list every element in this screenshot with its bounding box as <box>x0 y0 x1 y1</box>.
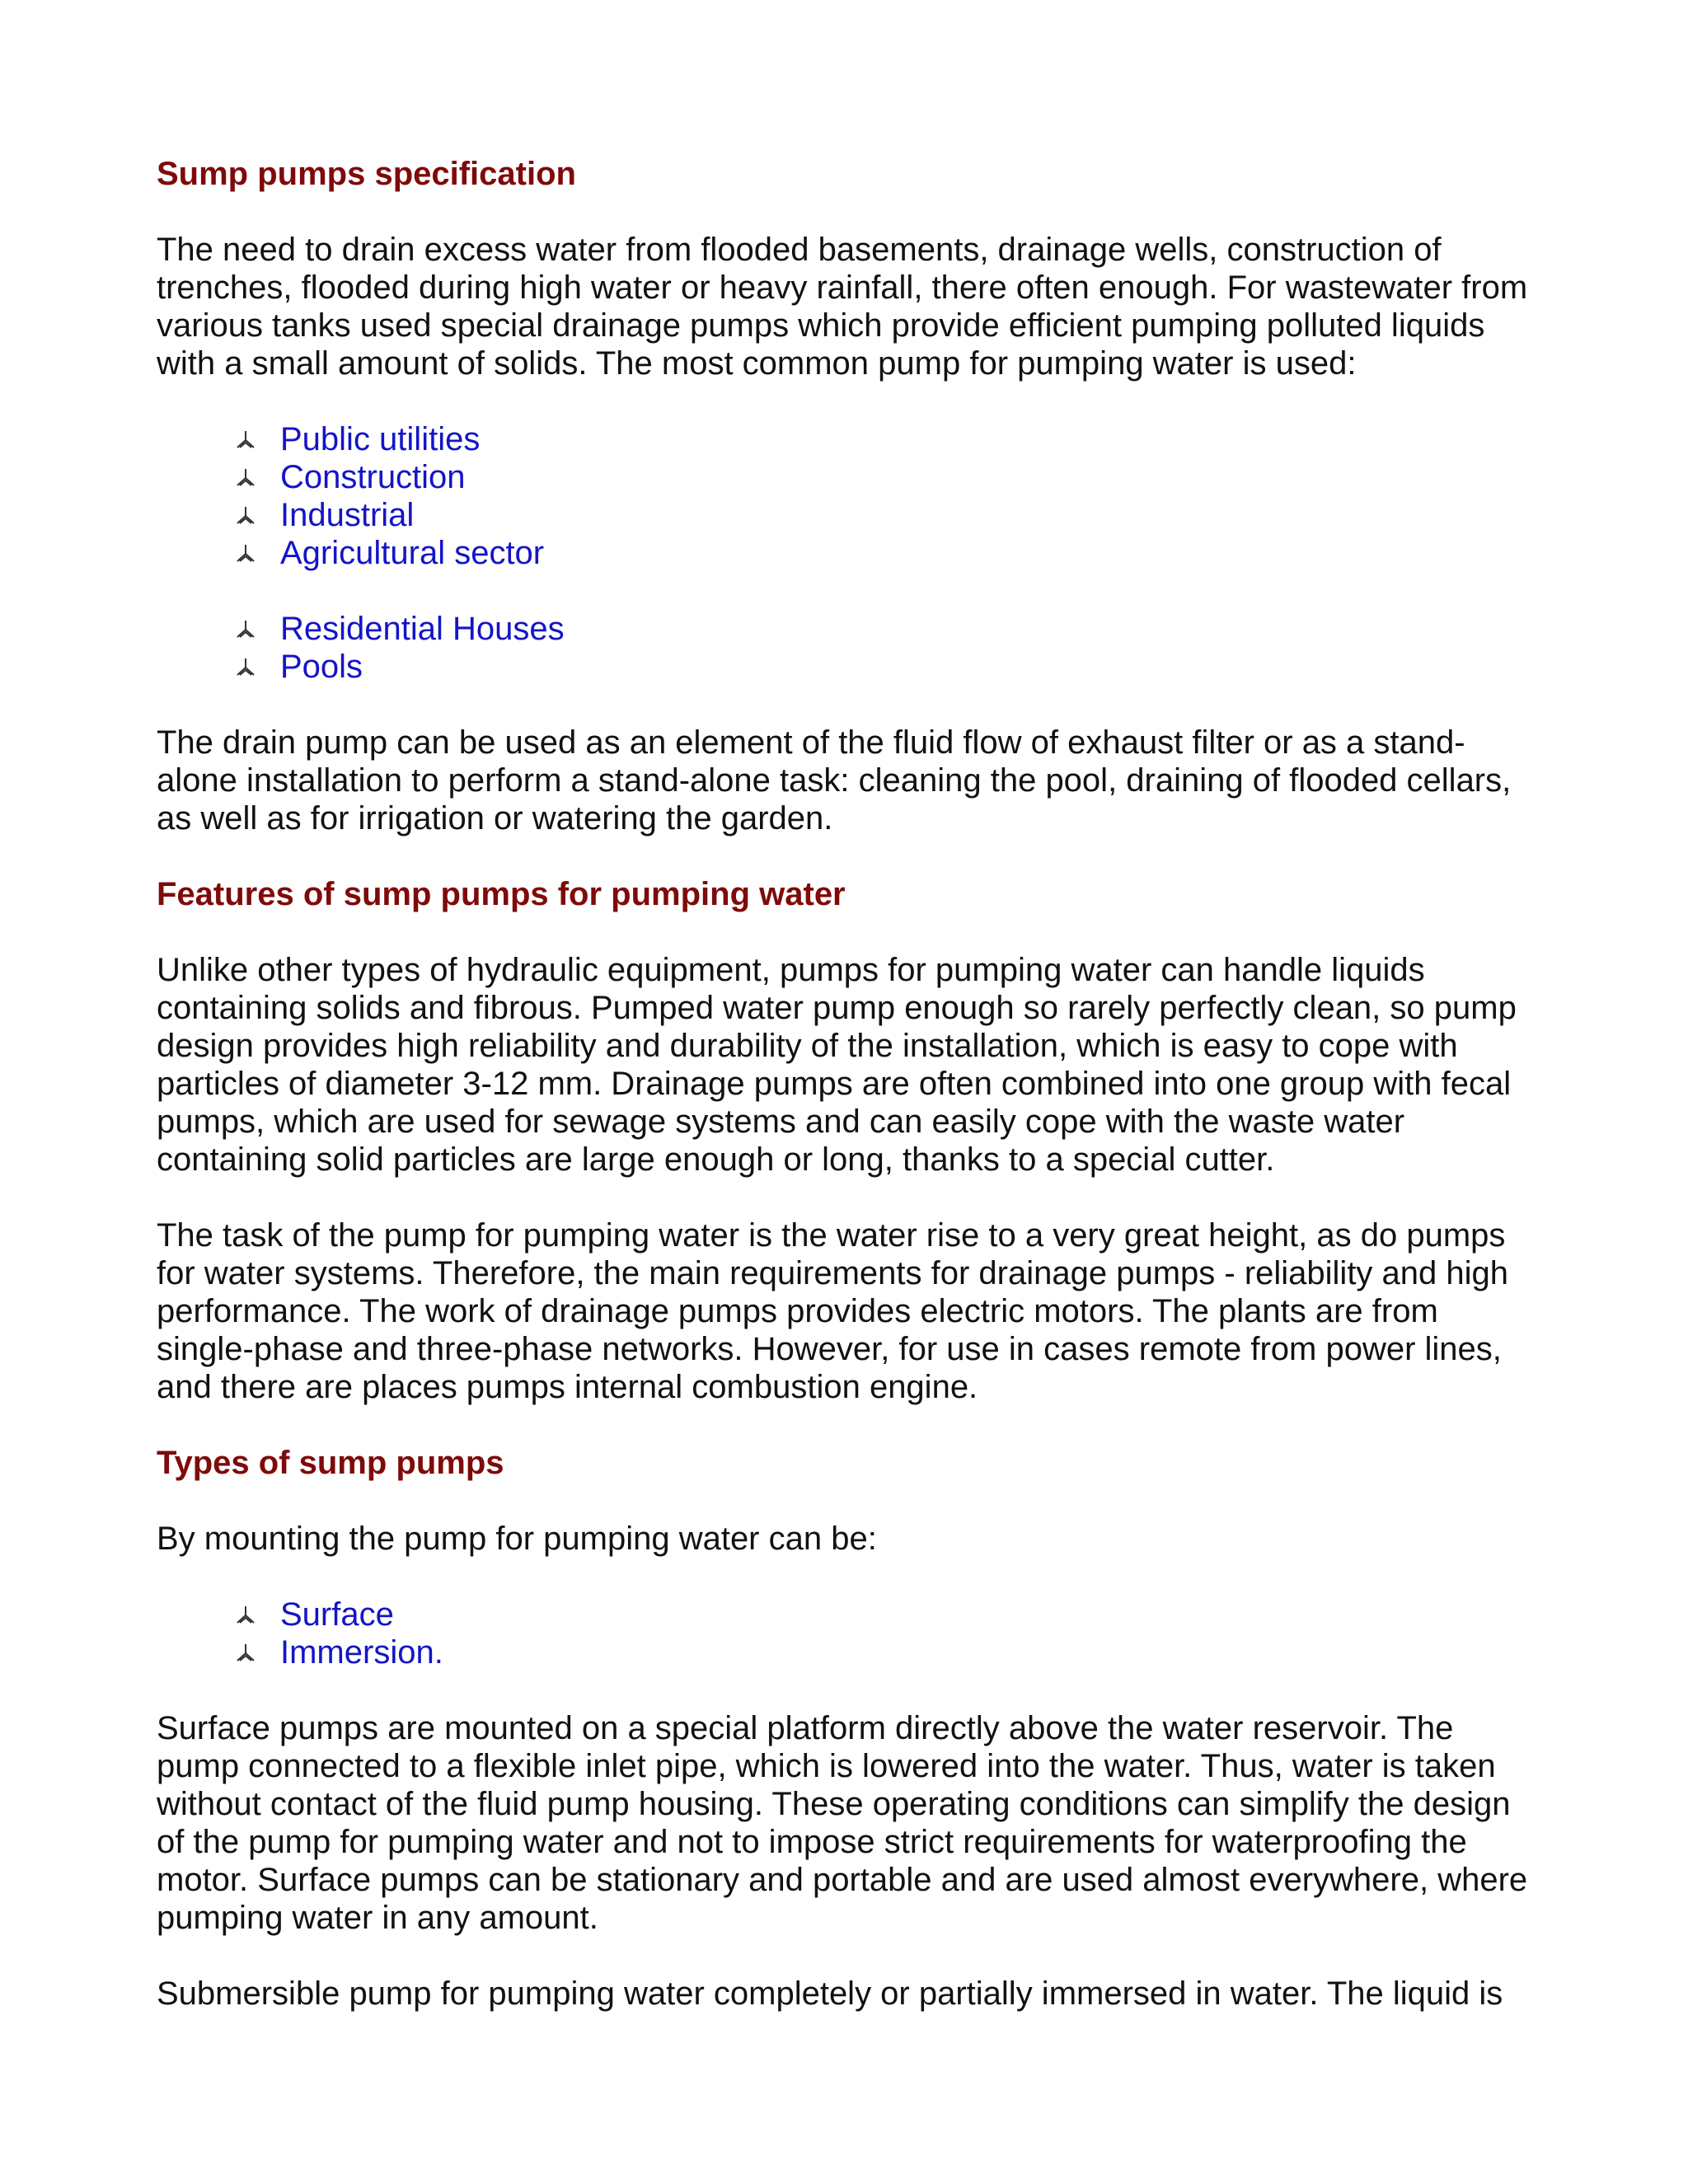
tri-spoke-bullet-icon <box>235 619 256 639</box>
tri-spoke-bullet-icon <box>235 543 256 563</box>
link-label[interactable]: Industrial <box>280 497 415 533</box>
link-label[interactable]: Surface <box>280 1596 394 1633</box>
link-label[interactable]: Pools <box>280 649 363 685</box>
tri-spoke-bullet-icon <box>235 1605 256 1624</box>
list-item-agricultural-sector[interactable] <box>235 534 1541 572</box>
intro-paragraph: The need to drain excess water from flooded basements, drainage wells, construction of trenches, flooded during high water or heavy rainfall, there often enough. For wastewater from various tanks used special drainage pumps which provide efficient pumping polluted liquids with a small amount of solids. The most common pump for pumping water is used: <box>157 232 1528 382</box>
document-page <box>157 155 1541 2013</box>
heading-sump-pumps-specification: Sump pumps specification <box>157 156 576 192</box>
list-item-public-utilities[interactable] <box>235 420 1541 458</box>
link-label[interactable]: Agricultural sector <box>280 535 545 571</box>
types-list <box>157 1596 1541 1671</box>
list-item-construction[interactable] <box>235 458 1541 496</box>
features-paragraph-1: Unlike other types of hydraulic equipment, pumps for pumping water can handle liquids containing solids and fibrous. Pumped water pump enough so rarely perfectly clean, so pump design provides high reliability and durability of the installation, which is easy to cope with particles of diameter 3-12 mm. Drainage pumps are often combined into one group with fecal pumps, which are used for sewage systems and can easily cope with the waste water containing solid particles are large enough or long, thanks to a special cutter. <box>157 952 1517 1178</box>
tri-spoke-bullet-icon <box>235 467 256 487</box>
link-label[interactable]: Construction <box>280 459 466 495</box>
tri-spoke-bullet-icon <box>235 657 256 677</box>
drain-pump-paragraph: The drain pump can be used as an element of the fluid flow of exhaust filter or as a stand-alone installation to perform a stand-alone task: cleaning the pool, draining of flooded cellars, as well as for irrigation or watering the garden. <box>157 724 1512 837</box>
tri-spoke-bullet-icon <box>235 429 256 449</box>
link-label[interactable]: Public utilities <box>280 421 481 457</box>
list-item-pools[interactable] <box>235 648 1541 686</box>
types-intro-paragraph: By mounting the pump for pumping water can be: <box>157 1521 877 1557</box>
tri-spoke-bullet-icon <box>235 505 256 525</box>
submersible-pump-paragraph: Submersible pump for pumping water completely or partially immersed in water. The liquid is <box>157 1975 1503 2012</box>
uses-list-1 <box>157 420 1541 572</box>
heading-types: Types of sump pumps <box>157 1445 504 1481</box>
heading-features: Features of sump pumps for pumping water <box>157 876 846 912</box>
link-label[interactable]: Immersion. <box>280 1634 443 1671</box>
features-paragraph-2: The task of the pump for pumping water is the water rise to a very great height, as do pumps for water systems. Therefore, the main requirements for drainage pumps - reliability and high performance. The work of drainage pumps provides electric motors. The plants are from single-phase and three-phase networks. However, for use in cases remote from power lines, and there are places pumps internal combustion engine. <box>157 1217 1509 1405</box>
list-item-industrial[interactable] <box>235 496 1541 534</box>
tri-spoke-bullet-icon <box>235 1643 256 1662</box>
link-label[interactable]: Residential Houses <box>280 611 565 647</box>
list-item-immersion[interactable] <box>235 1633 1541 1671</box>
surface-pumps-paragraph: Surface pumps are mounted on a special platform directly above the water reservoir. The pump connected to a flexible inlet pipe, which is lowered into the water. Thus, water is taken without contact of the fluid pump housing. These operating conditions can simplify the design of the pump for pumping water and not to impose strict requirements for waterproofing the motor. Surface pumps can be stationary and portable and are used almost everywhere, where pumping water in any amount. <box>157 1710 1528 1936</box>
uses-list-2 <box>157 610 1541 686</box>
list-item-surface[interactable] <box>235 1596 1541 1633</box>
list-item-residential-houses[interactable] <box>235 610 1541 648</box>
